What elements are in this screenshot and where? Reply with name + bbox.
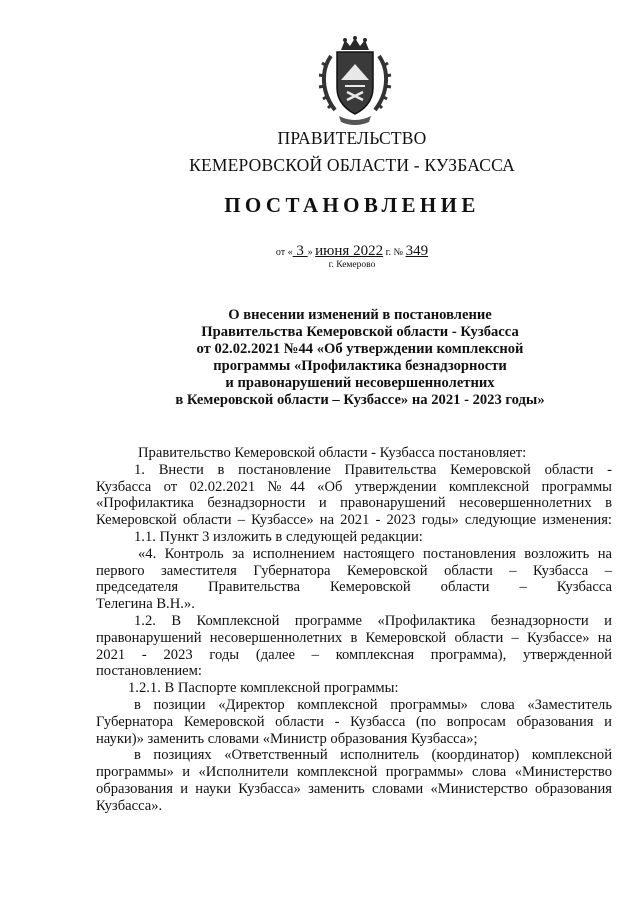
paragraph-line: программы» и «Исполнители комплексной программы» слова «Министерство	[96, 764, 612, 781]
paragraph-line: науки)» заменить словами «Министр образования Кузбасса»;	[96, 730, 478, 747]
paragraph-text: Правительство Кемеровской области - Кузбасса постановляет:	[138, 445, 527, 461]
document-type-title: ПОСТАНОВЛЕНИЕ	[224, 193, 480, 217]
paragraph-line: в позициях «Ответственный исполнитель (координатор) комплексной	[134, 747, 612, 764]
city-name: г. Кемерово	[328, 260, 376, 270]
document-number: 349	[405, 243, 429, 259]
paragraph-item-1-2-1	[96, 680, 612, 697]
paragraph-line: 1. Внести в постановление Правительства Кемеровской области -	[134, 461, 612, 478]
paragraph-preamble	[96, 445, 612, 462]
subject-line: программы «Профилактика безнадзорности	[213, 358, 507, 374]
paragraph-line: образования и науки Кузбасса» заменить словами «Министерство образования	[96, 780, 612, 797]
paragraph-line: «4. Контроль за исполнением настоящего постановления возложить на	[138, 545, 612, 562]
paragraph-line: председателя Правительства Кемеровской области – Кузбасса	[96, 579, 612, 596]
date-mid: »	[307, 247, 316, 258]
paragraph-line: Кузбасса от 02.02.2021 №44 «Об утверждении комплексной программы	[96, 478, 612, 495]
subject-line: и правонарушений несовершеннолетних	[225, 375, 495, 391]
government-name-line1: ПРАВИТЕЛЬСТВО	[277, 128, 427, 148]
coat-of-arms-icon	[317, 36, 393, 126]
date-month-year: июня 2022	[315, 243, 384, 259]
document-subject	[110, 307, 610, 409]
paragraph-line: Губернатора Кемеровской области - Кузбасса (по вопросам образования и	[96, 713, 612, 730]
paragraph-executors	[96, 747, 612, 814]
paragraph-line: Кемеровской области – Кузбассе» на 2021 - 2023 годы» следующие изменения:	[96, 512, 612, 529]
paragraph-text: 1.2.1. В Паспорте комплексной программы:	[128, 680, 399, 697]
subject-line: от 02.02.2021 №44 «Об утверждении комплексной	[196, 341, 524, 357]
paragraph-line: Телегина В.Н.».	[96, 596, 195, 613]
date-prefix: от «	[275, 247, 293, 258]
paragraph-line: в позиции «Директор комплексной программы» слова «Заместитель	[134, 696, 612, 713]
paragraph-line: первого заместителя Губернатора Кемеровской области – Кузбасса –	[96, 562, 612, 579]
year-suffix: г. №	[383, 247, 406, 258]
subject-line: Правительства Кемеровской области - Кузбасса	[201, 324, 519, 340]
paragraph-line: 1.2. В Комплексной программе «Профилактика безнадзорности и	[134, 612, 612, 629]
document-body	[96, 445, 612, 815]
date-day: 3	[292, 243, 308, 259]
subject-line: О внесении изменений в постановление	[228, 307, 492, 323]
paragraph-item-1-2	[96, 613, 612, 680]
paragraph-line: 2021 - 2023 годы (далее – комплексная программа), утвержденной	[96, 646, 612, 663]
paragraph-text: 1.1. Пункт 3 изложить в следующей редакции:	[134, 528, 423, 545]
document-date-number	[0, 243, 640, 260]
paragraph-quote-4	[96, 546, 612, 613]
paragraph-line: «Профилактика безнадзорности и правонарушений несовершеннолетних в	[96, 495, 612, 512]
paragraph-item-1-1	[96, 529, 612, 546]
government-name-line2: КЕМЕРОВСКОЙ ОБЛАСТИ - КУЗБАССА	[189, 155, 515, 175]
paragraph-line: постановлением:	[96, 663, 202, 680]
subject-line: в Кемеровской области – Кузбассе» на 2021 - 2023 годы»	[175, 392, 545, 408]
paragraph-item-1	[96, 462, 612, 529]
paragraph-line: правонарушений несовершеннолетних в Кемеровской области – Кузбассе» на	[96, 629, 612, 646]
paragraph-director	[96, 697, 612, 747]
paragraph-line: Кузбасса».	[96, 797, 163, 814]
